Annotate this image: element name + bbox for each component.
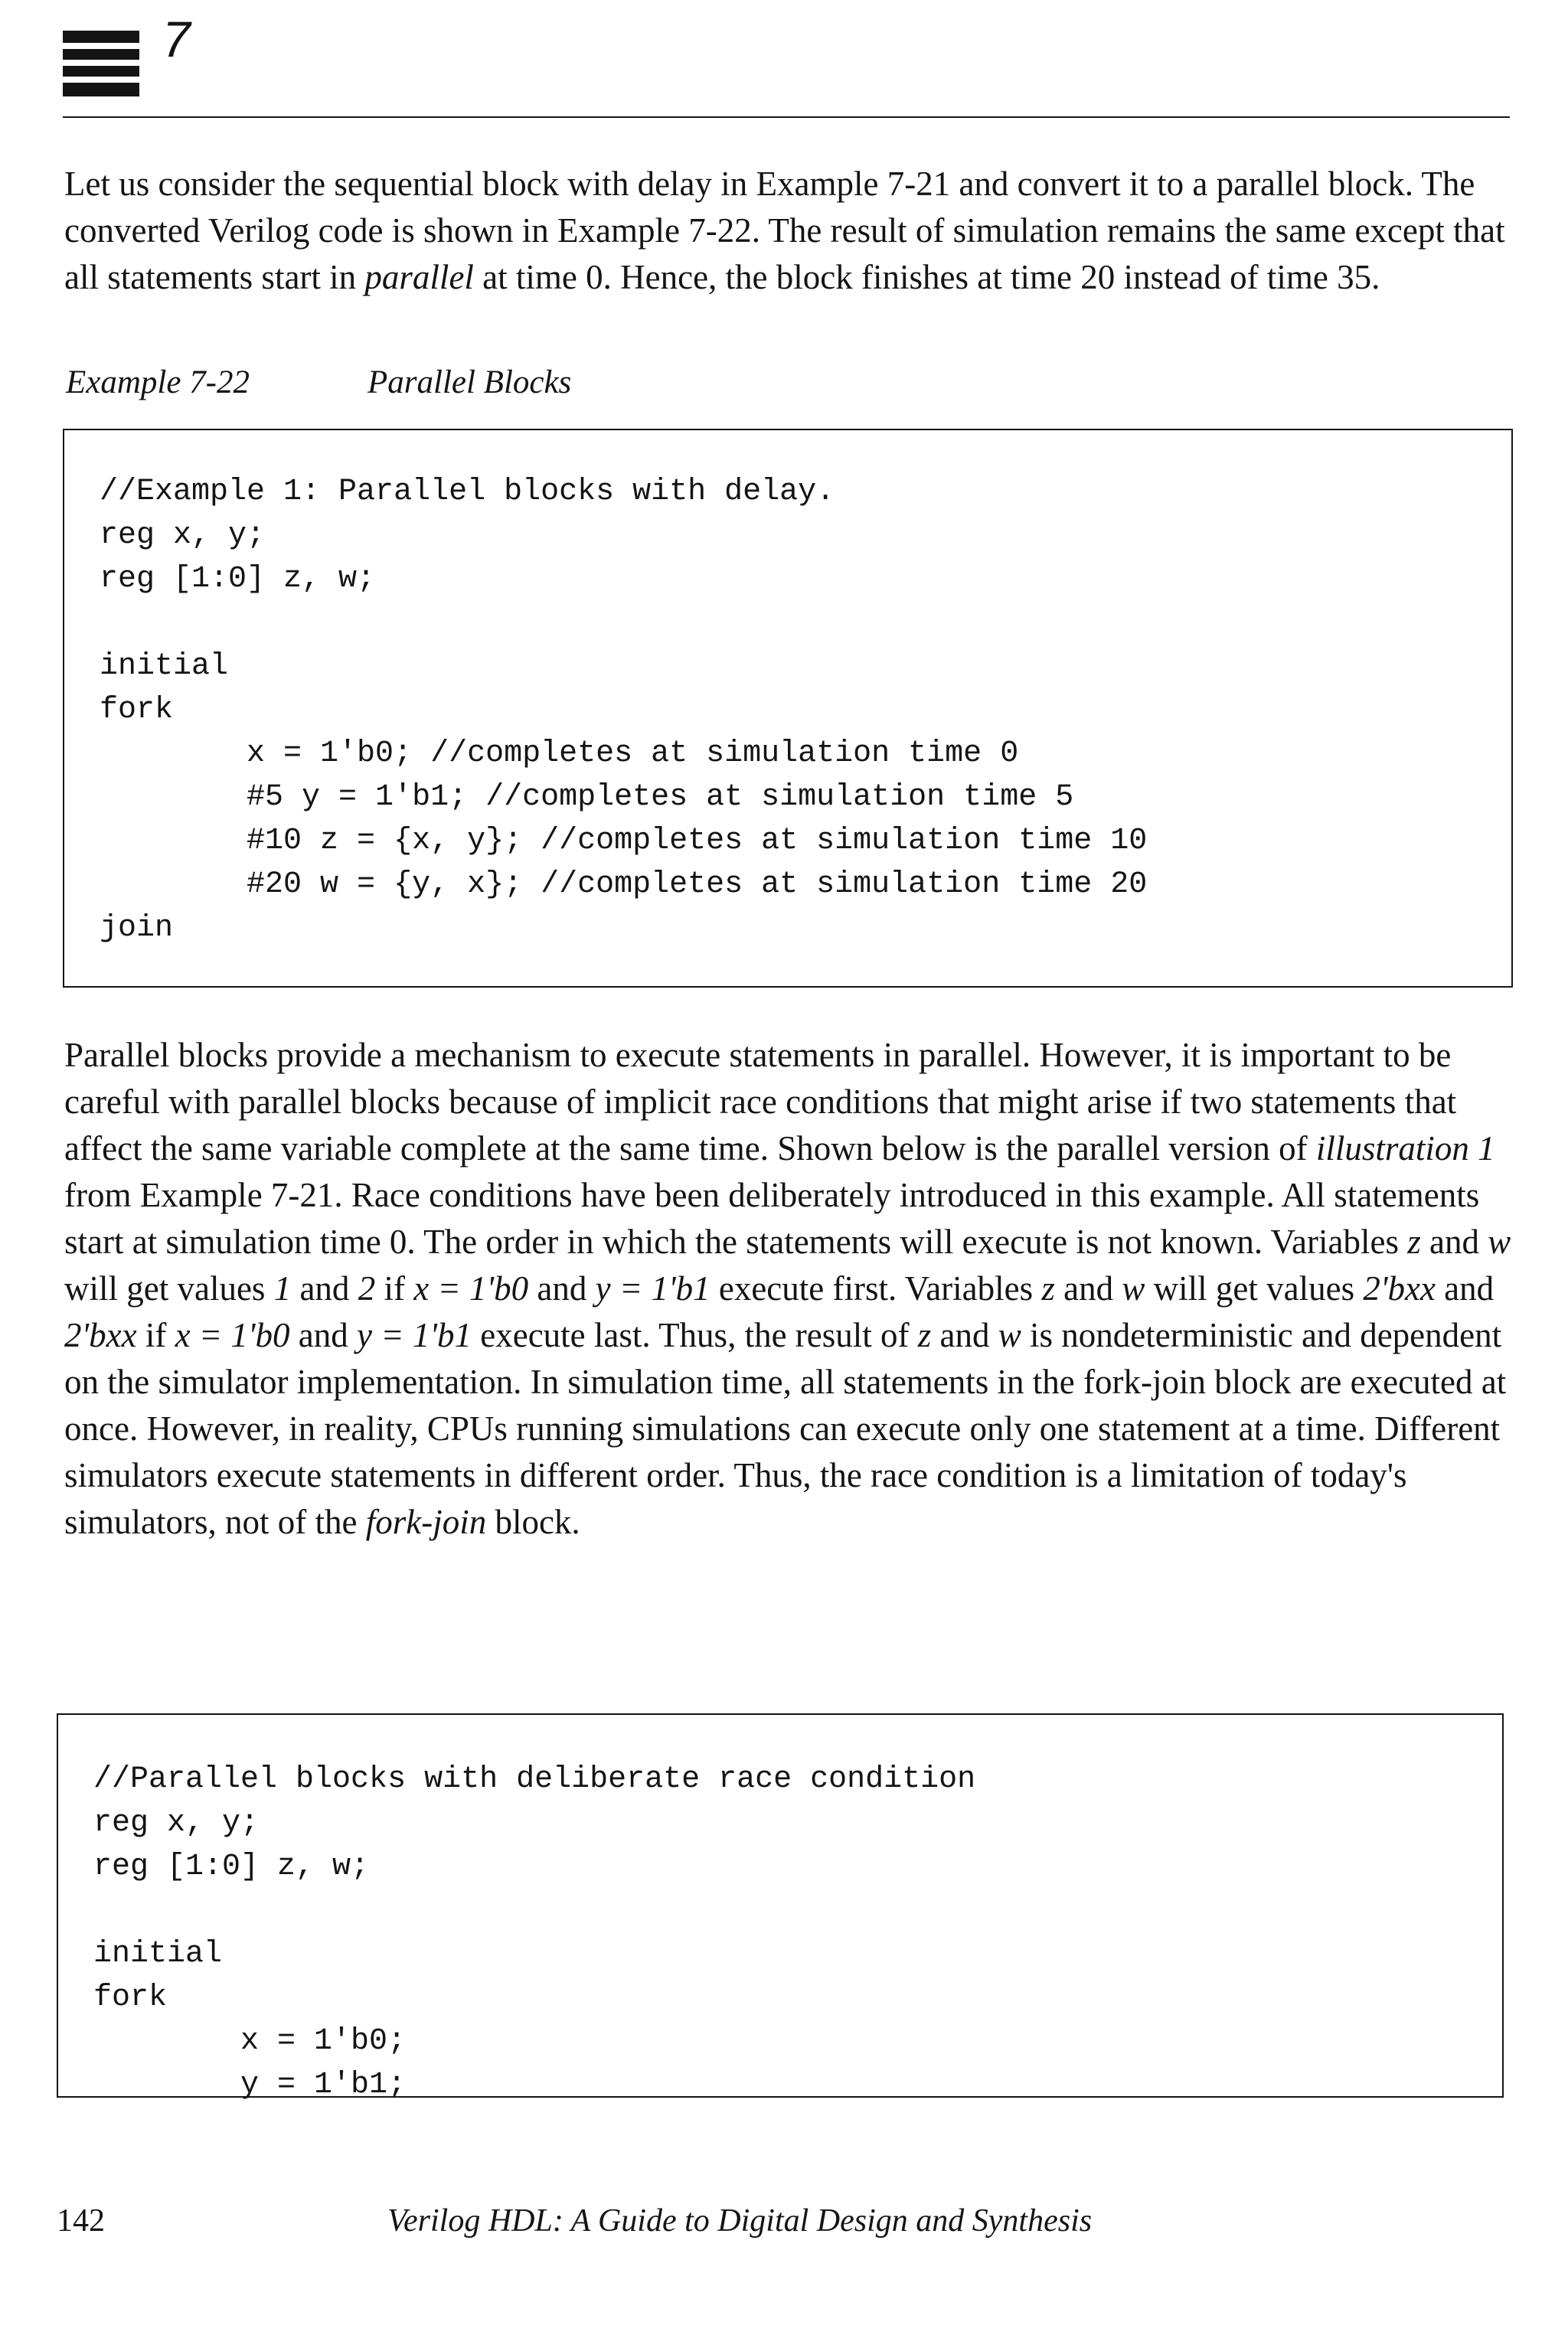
code-listing — [93, 1758, 975, 2107]
example-label: Example 7-22 — [66, 364, 250, 400]
code-line: reg [1:0] z, w; — [100, 562, 376, 596]
code-line: #10 z = {x, y}; //completes at simulation time 10 — [100, 824, 1148, 858]
code-line — [93, 1889, 975, 1932]
code-line: x = 1'b0; — [93, 2024, 407, 2059]
page-number: 142 — [57, 2203, 105, 2239]
code-line — [100, 601, 1147, 645]
chapter-number: 7 — [162, 11, 191, 67]
code-line: join — [100, 911, 174, 945]
code-line: x = 1'b0; //completes at simulation time 0 — [100, 736, 1019, 771]
running-title: Verilog HDL: A Guide to Digital Design and Synthesis — [387, 2203, 1093, 2239]
example-caption — [66, 364, 572, 400]
code-line: #20 w = {y, x}; //completes at simulation time 20 — [100, 867, 1148, 902]
code-block-race-condition — [57, 1713, 1504, 2102]
code-line: fork — [100, 693, 174, 727]
code-line: y = 1'b1; — [93, 2068, 407, 2102]
code-block-parallel-delay — [63, 429, 1513, 988]
example-title: Parallel Blocks — [368, 364, 572, 400]
code-listing — [100, 470, 1147, 950]
header-rule — [63, 116, 1510, 118]
body-paragraph: Parallel blocks provide a mechanism to execute statements in parallel. However, it is important to be careful with parallel blocks because of implicit race conditions that might arise if two statements that affect the same variable complete at the same time. Shown below is the parallel version of illustration 1 from Example 7-21. Race conditions have been deliberately introduced in this example. All statements start at simulation time 0. The order in which the statements will execute is not known. Variables z and w will get values 1 and 2 if x = 1'b0 and y = 1'b1 execute first. Variables z and w will get values 2'bxx and 2'bxx if x = 1'b0 and y = 1'b1 execute last. Thus, the result of z and w is nondeterministic and dependent on the simulator implementation. In simulation time, all statements in the fork-join block are executed at once. However, in reality, CPUs running simulations can execute only one statement at a time. Different simulators execute statements in different order. Thus, the race condition is a limitation of today's simulators, not of the fork-join block. — [64, 1036, 1511, 1541]
code-line: //Parallel blocks with deliberate race condition — [93, 1762, 976, 1797]
code-line: //Example 1: Parallel blocks with delay. — [100, 475, 835, 509]
code-line: fork — [93, 1981, 168, 2015]
intro-paragraph: Let us consider the sequential block with delay in Example 7-21 and convert it to a parallel block. The converted Verilog code is shown in Example 7-22. The result of simulation remains the same except that all statements start in parallel at time 0. Hence, the block finishes at time 20 instead of time 35. — [64, 165, 1505, 296]
code-line: reg x, y; — [93, 1806, 260, 1840]
code-line: #5 y = 1'b1; //completes at simulation time 5 — [100, 780, 1074, 815]
code-line: initial — [100, 649, 229, 684]
code-line: reg x, y; — [100, 518, 266, 553]
code-line: reg [1:0] z, w; — [93, 1850, 370, 1884]
chapter-marker-icon — [63, 31, 139, 100]
code-line: initial — [93, 1937, 223, 1971]
